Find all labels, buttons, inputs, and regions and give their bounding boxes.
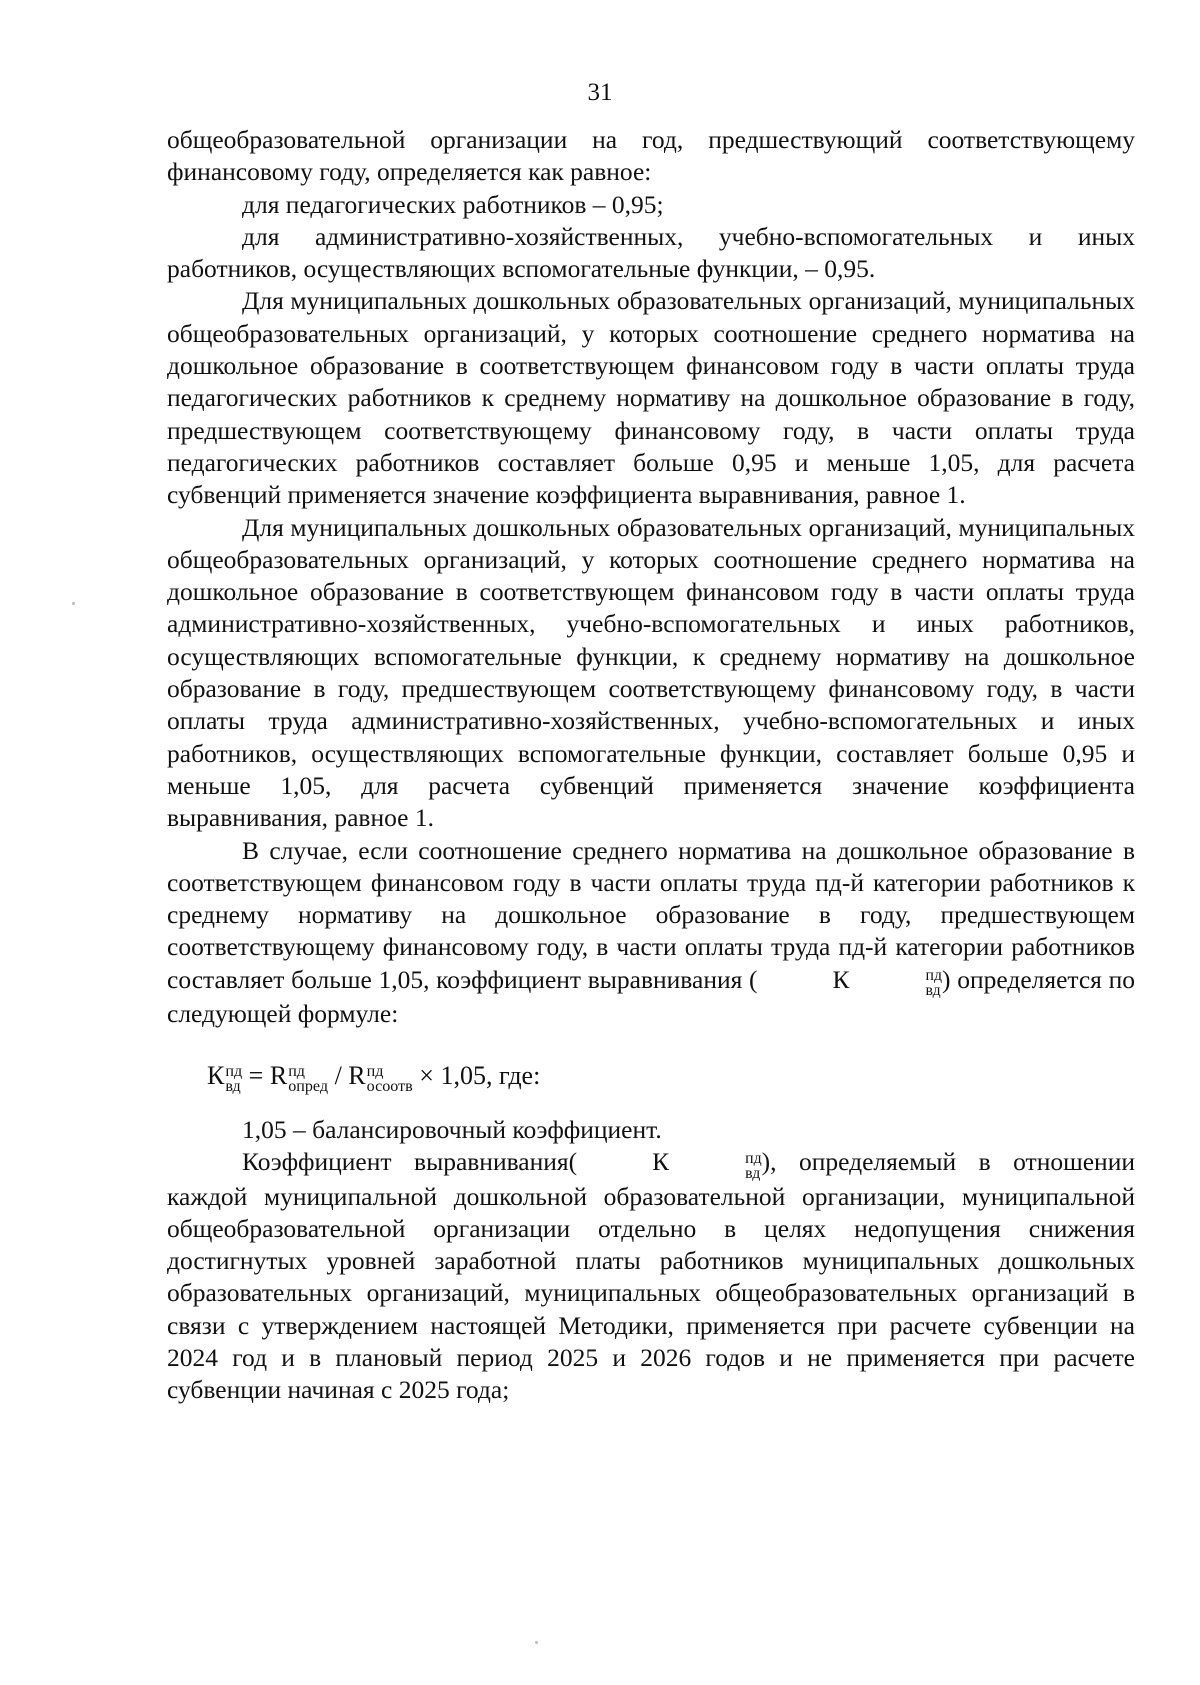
formula-tail: × 1,05, где: <box>412 1061 541 1091</box>
scan-dot <box>72 602 75 605</box>
paragraph-administrative-rule: Для муниципальных дошкольных образовательных организаций, муниципальных общеобразовательных организаций, у которых соотношение среднего норматива на дошкольное образование в соответствующем финансовом году в части оплаты труда административно-хозяйственных, учебно-вспомогательных и иных работников, осуществляющих вспомогательные функции, к среднему нормативу на дошкольное образование в году, предшествующем соответствующему финансовому году, в части оплаты труда административно-хозяйственных, учебно-вспомогательных и иных работников, осуществляющих вспомогательные функции, составляет больше 0,95 и меньше 1,05, для расчета субвенций применяется значение коэффициента выравнивания, равное 1. <box>167 512 1135 833</box>
formula-k-sup: пд <box>225 1063 243 1081</box>
coefficient-symbol <box>758 964 943 998</box>
paragraph-administrative-value: для административно-хозяйственных, учебно-вспомогательных и иных работников, осуществляющих вспомогательные функции, – 0,95. <box>167 221 1135 284</box>
paragraph-balancing-coefficient: 1,05 – балансировочный коэффициент. <box>242 1115 662 1145</box>
formula-k <box>207 1056 242 1096</box>
formula-k-sub: вд <box>225 1078 241 1096</box>
paragraph-pedagogical-rule: Для муниципальных дошкольных образовательных организаций, муниципальных общеобразовательных организаций, у которых соотношение среднего норматива на дошкольное образование в соответствующем финансовом году в части оплаты труда педагогических работников к среднему нормативу на дошкольное образование в году, предшествующем соответствующему финансовому году, в части оплаты труда педагогических работников составляет больше 0,95 и меньше 1,05, для расчета субвенций применяется значение коэффициента выравнивания, равное 1. <box>167 286 1135 510</box>
page-number: 31 <box>587 79 613 106</box>
paragraph-pedagogical-value: для педагогических работников – 0,95; <box>242 189 664 219</box>
coefficient-symbol-2-sup: пд <box>745 1149 762 1167</box>
paragraph-excess-case <box>167 835 1135 1031</box>
coefficient-symbol-sub: вд <box>925 981 941 999</box>
paragraph-excess-case-end: ) определяется по следующей формуле: <box>167 964 1135 1028</box>
paragraph-excess-case-text: В случае, если соотношение среднего норматива на дошкольное образование в соответствующем финансовом году в части оплаты труда пд-й категории работников к среднему нормативу на дошкольное образование в году, предшествующем соответствующему финансовому году, в части оплаты труда пд-й категории работников составляет больше 1,05, коэффициент выравнивания ( <box>167 835 1135 994</box>
formula-r2-sup: пд <box>366 1063 384 1081</box>
formula-r1-sub: опред <box>288 1078 329 1096</box>
formula-r-osootv <box>348 1056 413 1096</box>
formula <box>167 1056 1135 1096</box>
formula-r1-sup: пд <box>288 1063 306 1081</box>
document-body <box>167 124 1135 1407</box>
formula-r-opred <box>270 1056 328 1096</box>
formula-r2-base: R <box>348 1061 366 1091</box>
formula-divide: / <box>328 1061 349 1091</box>
paragraph-coefficient-application-start: Коэффициент выравнивания( <box>242 1147 578 1177</box>
coefficient-symbol-2-sub: вд <box>745 1164 761 1182</box>
formula-r2-sub: осоотв <box>366 1078 413 1096</box>
formula-r1-base: R <box>269 1061 288 1091</box>
formula-k-base: К <box>207 1061 225 1091</box>
coefficient-symbol-base: К <box>832 964 850 994</box>
coefficient-symbol-2 <box>577 1146 762 1180</box>
paragraph-continuation: общеобразовательной организации на год, предшествующий соответствующему финансовому году, определяется как равное: <box>167 125 1135 187</box>
paragraph-coefficient-application <box>167 1146 1135 1406</box>
coefficient-symbol-2-base: К <box>652 1147 670 1177</box>
paragraph-coefficient-application-rest: ), определяемый в отношении каждой муниципальной дошкольной образовательной организации, муниципальной общеобразовательной организации отдельно в целях недопущения снижения достигнутых уровней заработной платы работников муниципальных дошкольных образовательных организаций, муниципальных общеобразовательных организаций в связи с утверждением настоящей Методики, применяется при расчете субвенции на 2024 год и в плановый период 2025 и 2026 годов и не применяется при расчете субвенции начиная с 2025 года; <box>167 1147 1135 1405</box>
formula-equals: = <box>242 1061 270 1091</box>
scan-dot <box>535 1641 538 1644</box>
coefficient-symbol-sup: пд <box>925 966 943 984</box>
